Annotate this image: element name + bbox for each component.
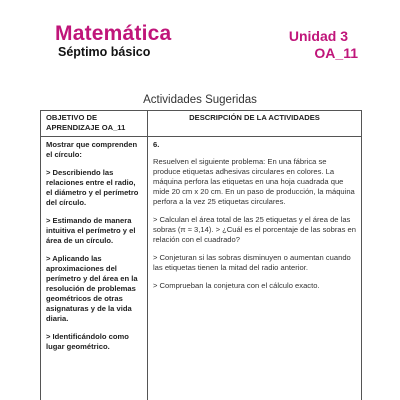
section-title: Actividades Sugeridas xyxy=(143,94,257,106)
activities-table xyxy=(40,110,362,400)
activity-number: 6. xyxy=(153,140,160,150)
objectives-cell xyxy=(41,137,148,400)
objective-intro: Mostrar que comprenden el círculo: xyxy=(46,140,138,160)
objective-item: > Estimando de manera intuitiva el perímetro y el área de un círculo. xyxy=(46,216,136,246)
activity-step: > Conjeturan si las sobras disminuyen o aumentan cuando las etiquetas tienen la mitad del radio anterior. xyxy=(153,253,351,273)
objective-column-header: OBJETIVO DE APRENDIZAJE OA_11 xyxy=(41,111,148,137)
grade-label: Séptimo básico xyxy=(58,45,151,59)
activity-problem: Resuelven el siguiente problema: En una fábrica se produce etiquetas adhesivas circulares en colores. La máquina perfora las etiquetas en una hoja cuadrada que mide 20 cm x 20 cm. En un paso de producción, la máquina perfora a la vez 25 etiquetas circulares. xyxy=(153,157,355,207)
activity-step: > Comprueban la conjetura con el cálculo exacto. xyxy=(153,281,320,291)
unit-label: Unidad 3 xyxy=(288,28,348,44)
objective-item: > Aplicando las aproximaciones del perímetro y del área en la resolución de problemas geométricos de otras asignaturas y de la vida diaria. xyxy=(46,254,138,324)
objective-item: > Describiendo las relaciones entre el radio, el diámetro y el perímetro del círculo. xyxy=(46,168,139,208)
activities-cell xyxy=(148,137,362,400)
description-column-header: DESCRIPCIÓN DE LA ACTIVIDADES xyxy=(148,111,362,137)
subject-title: Matemática xyxy=(55,22,172,45)
table-header-row xyxy=(41,111,362,137)
table-row xyxy=(41,137,362,400)
activity-step: > Calculan el área total de las 25 etiquetas y el área de las sobras (π ≈ 3,14). > ¿Cuál es el porcentaje de las sobras en relación con el cuadrado? xyxy=(153,215,356,245)
objective-item: > Identificándolo como lugar geométrico. xyxy=(46,332,129,352)
objective-code: OA_11 xyxy=(314,45,358,61)
